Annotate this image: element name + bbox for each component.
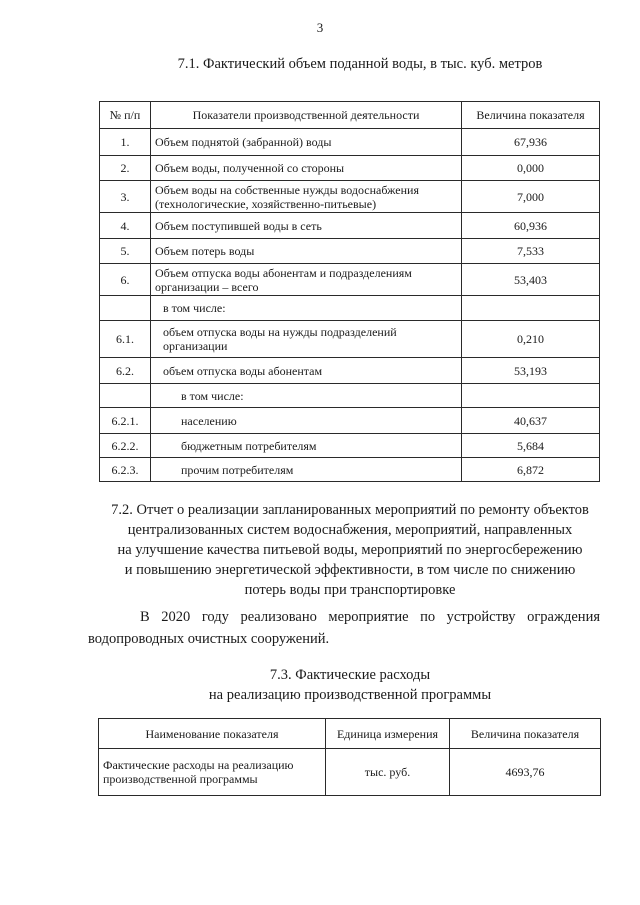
table-row xyxy=(100,321,600,358)
table-row xyxy=(100,434,600,458)
table-row xyxy=(100,358,600,384)
table-row xyxy=(100,458,600,482)
row-name: в том числе: xyxy=(151,296,462,321)
table-row xyxy=(100,239,600,264)
row-number: 6. xyxy=(100,264,151,296)
row-value: 7,000 xyxy=(462,181,600,213)
section-title-line: 7.3. Фактические расходы xyxy=(269,667,431,683)
table-row xyxy=(100,181,600,213)
row-name: прочим потребителям xyxy=(151,458,462,482)
row-name: Объем отпуска воды абонентам и подразделениям организации – всего xyxy=(151,264,462,296)
section-title-expenses xyxy=(0,665,640,705)
header-number: № п/п xyxy=(100,102,151,129)
row-number: 6.2.1. xyxy=(100,408,151,434)
row-name: Объем потерь воды xyxy=(151,239,462,264)
row-name: населению xyxy=(151,408,462,434)
header-indicator: Показатели производственной деятельности xyxy=(151,102,462,129)
table-row xyxy=(100,129,600,156)
section-title-line: потерь воды при транспортировке xyxy=(244,582,456,598)
row-number: 6.2. xyxy=(100,358,151,384)
row-value: 4693,76 xyxy=(450,749,601,796)
header-value: Величина показателя xyxy=(462,102,600,129)
header-indicator-name: Наименование показателя xyxy=(99,719,326,749)
table-header-row xyxy=(99,719,601,749)
row-number: 2. xyxy=(100,156,151,181)
table-row xyxy=(100,384,600,408)
table-row xyxy=(100,213,600,239)
row-name: Объем воды, полученной со стороны xyxy=(151,156,462,181)
section-title-line: 7.2. Отчет о реализации запланированных мероприятий по ремонту объектов xyxy=(111,502,589,518)
row-value xyxy=(462,384,600,408)
row-name: Объем воды на собственные нужды водоснабжения (технологические, хозяйственно-питьевые) xyxy=(151,181,462,213)
header-value: Величина показателя xyxy=(450,719,601,749)
row-number: 3. xyxy=(100,181,151,213)
table-row xyxy=(100,296,600,321)
section-title-water-volume: 7.1. Фактический объем поданной воды, в тыс. куб. метров xyxy=(177,56,543,72)
row-number xyxy=(100,296,151,321)
header-unit: Единица измерения xyxy=(326,719,450,749)
row-number: 6.2.2. xyxy=(100,434,151,458)
row-name: в том числе: xyxy=(151,384,462,408)
row-value: 53,403 xyxy=(462,264,600,296)
row-name: бюджетным потребителям xyxy=(151,434,462,458)
table-header-row xyxy=(100,102,600,129)
section-title-line: и повышению энергетической эффективности, в том числе по снижению xyxy=(124,562,576,578)
table-row xyxy=(100,264,600,296)
section-title-report xyxy=(0,500,640,600)
row-unit: тыс. руб. xyxy=(326,749,450,796)
row-value: 5,684 xyxy=(462,434,600,458)
row-value: 6,872 xyxy=(462,458,600,482)
row-value: 7,533 xyxy=(462,239,600,264)
row-value: 0,210 xyxy=(462,321,600,358)
table-row xyxy=(100,156,600,181)
row-number: 5. xyxy=(100,239,151,264)
row-number xyxy=(100,384,151,408)
table-row xyxy=(100,408,600,434)
row-name: объем отпуска воды на нужды подразделений организации xyxy=(151,321,462,358)
section-title-line: на улучшение качества питьевой воды, мероприятий по энергосбережению xyxy=(117,542,583,558)
row-name: Объем поступившей воды в сеть xyxy=(151,213,462,239)
row-value: 0,000 xyxy=(462,156,600,181)
report-paragraph: В 2020 году реализовано мероприятие по устройству ограждения водопроводных очистных сооружений. xyxy=(88,609,600,647)
row-value: 53,193 xyxy=(462,358,600,384)
water-volume-table xyxy=(99,101,600,482)
row-name: объем отпуска воды абонентам xyxy=(151,358,462,384)
table-row xyxy=(99,749,601,796)
row-value xyxy=(462,296,600,321)
row-number: 6.2.3. xyxy=(100,458,151,482)
row-value: 40,637 xyxy=(462,408,600,434)
row-value: 67,936 xyxy=(462,129,600,156)
section-title-line: на реализацию производственной программы xyxy=(208,687,492,703)
row-number: 1. xyxy=(100,129,151,156)
row-number: 4. xyxy=(100,213,151,239)
page-number: 3 xyxy=(316,20,324,35)
expenses-table xyxy=(98,718,601,796)
row-number: 6.1. xyxy=(100,321,151,358)
row-value: 60,936 xyxy=(462,213,600,239)
section-title-line: централизованных систем водоснабжения, мероприятий, направленных xyxy=(127,522,573,538)
row-name: Фактические расходы на реализацию производственной программы xyxy=(99,749,326,796)
row-name: Объем поднятой (забранной) воды xyxy=(151,129,462,156)
